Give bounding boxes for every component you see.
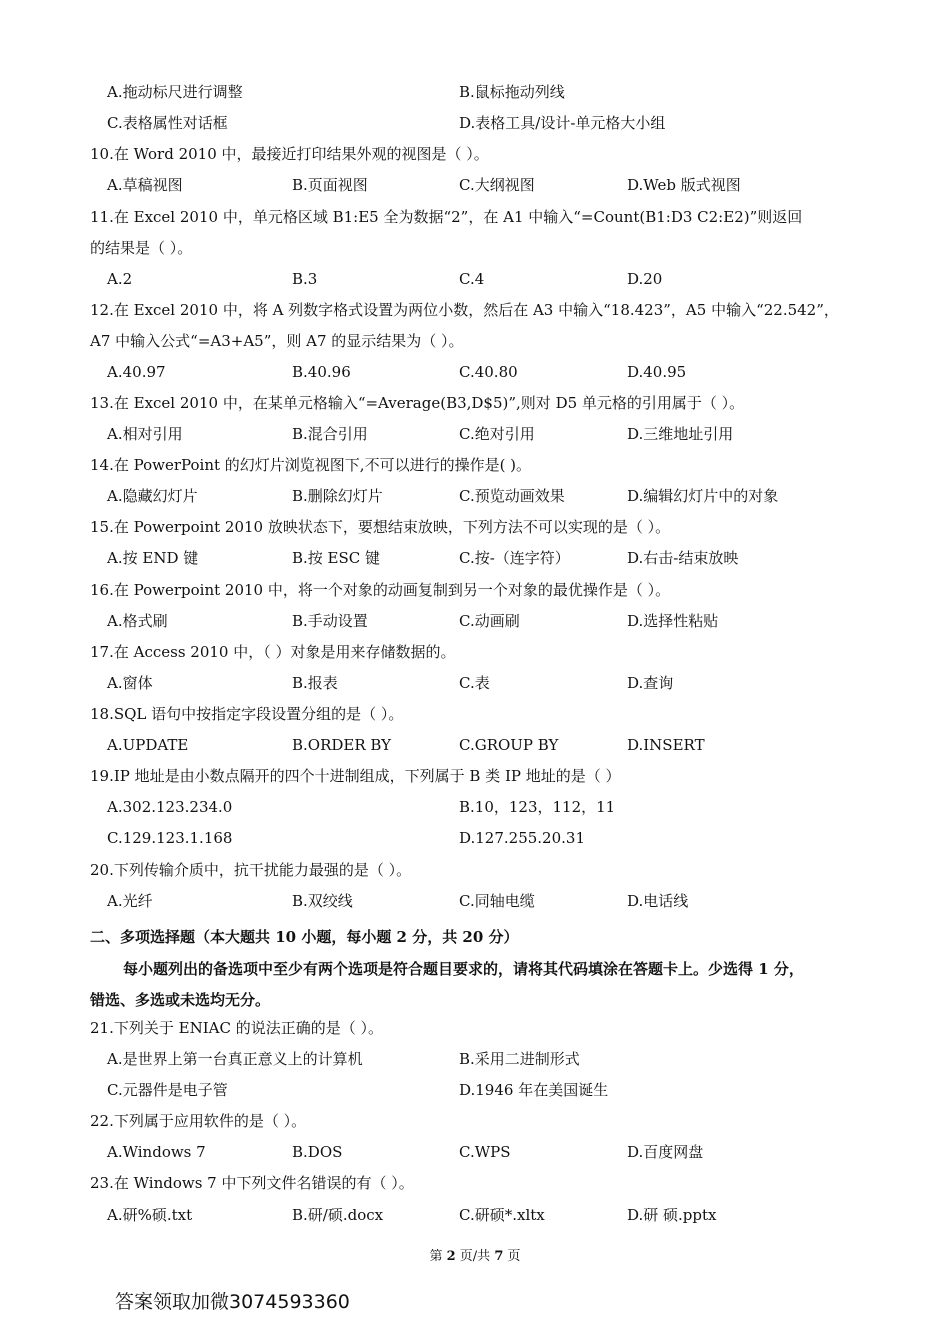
option-d: D.40.95: [627, 363, 687, 381]
option-a: A.相对引用: [107, 425, 183, 443]
option-a: A.光纤: [107, 892, 153, 910]
question-text: 12.在 Excel 2010 中，将 A 列数字格式设置为两位小数，然后在 A3 中输入“18.423”，A5 中输入“22.542”，: [90, 301, 839, 319]
option-c: C.4: [459, 270, 485, 288]
option-c: C.大纲视图: [459, 176, 535, 194]
question-text: 23.在 Windows 7 中下列文件名错误的有（ ）。: [90, 1174, 414, 1192]
option-b: B.按 ESC 键: [292, 549, 381, 567]
option-a: A.窗体: [107, 674, 153, 692]
option-d: D.编辑幻灯片中的对象: [627, 487, 779, 505]
option-d: D.电话线: [627, 892, 689, 910]
question-text: 11.在 Excel 2010 中，单元格区域 B1:E5 全为数据“2”，在 A1 中输入“=Count(B1:D3 C2:E2)”则返回: [90, 208, 803, 226]
option-c: C.研硕*.xltx: [459, 1206, 545, 1224]
option-a: A.草稿视图: [107, 176, 183, 194]
option-d: D.百度网盘: [627, 1143, 704, 1161]
option-right: D.1946 年在美国诞生: [459, 1081, 609, 1099]
option-b: B.3: [292, 270, 318, 288]
question-text: 20.下列传输介质中，抗干扰能力最强的是（ ）。: [90, 861, 412, 879]
option-left: A.302.123.234.0: [107, 798, 233, 816]
option-a: A.格式刷: [107, 612, 168, 630]
option-d: D.Web 版式视图: [627, 176, 741, 194]
option-right: B.鼠标拖动列线: [459, 83, 565, 101]
option-c: C.GROUP BY: [459, 736, 559, 754]
option-c: C.预览动画效果: [459, 487, 565, 505]
option-left: C.元器件是电子管: [107, 1081, 228, 1099]
page-footer: 第 2 页/共 7 页: [429, 1249, 521, 1264]
question-text: 13.在 Excel 2010 中，在某单元格输入“=Average(B3,D$5)”,则对 D5 单元格的引用属于（ ）。: [90, 394, 745, 412]
option-b: B.40.96: [292, 363, 351, 381]
option-d: D.右击-结束放映: [627, 549, 739, 567]
option-b: B.报表: [292, 674, 338, 692]
option-c: C.WPS: [459, 1143, 511, 1161]
option-left: C.表格属性对话框: [107, 114, 228, 132]
option-left: A.拖动标尺进行调整: [107, 83, 243, 101]
section-heading: 二、多项选择题（本大题共 10 小题，每小题 2 分，共 20 分）: [90, 928, 519, 946]
section-instructions: 错选、多选或未选均无分。: [90, 991, 271, 1009]
option-b: B.DOS: [292, 1143, 343, 1161]
question-text: 17.在 Access 2010 中，（ ）对象是用来存储数据的。: [90, 643, 456, 661]
question-text: A7 中输入公式“=A3+A5”，则 A7 的显示结果为（ ）。: [90, 332, 464, 350]
question-text: 16.在 Powerpoint 2010 中，将一个对象的动画复制到另一个对象的最优操作是（ ）。: [90, 581, 671, 599]
option-right: D.127.255.20.31: [459, 829, 585, 847]
option-c: C.绝对引用: [459, 425, 535, 443]
option-d: D.20: [627, 270, 663, 288]
question-text: 19.IP 地址是由小数点隔开的四个十进制组成，下列属于 B 类 IP 地址的是（ ）: [90, 767, 621, 785]
question-text: 15.在 Powerpoint 2010 放映状态下，要想结束放映，下列方法不可以实现的是（ ）。: [90, 518, 671, 536]
question-text: 的结果是（ ）。: [90, 239, 193, 257]
option-b: B.双绞线: [292, 892, 353, 910]
option-a: A.按 END 键: [107, 549, 199, 567]
option-b: B.ORDER BY: [292, 736, 392, 754]
option-right: B.10，123，112，11: [459, 798, 616, 816]
option-d: D.选择性粘贴: [627, 612, 719, 630]
option-b: B.页面视图: [292, 176, 368, 194]
option-b: B.混合引用: [292, 425, 368, 443]
option-c: C.动画刷: [459, 612, 520, 630]
option-c: C.按-（连字符）: [459, 549, 570, 567]
option-c: C.同轴电缆: [459, 892, 535, 910]
section-instructions: 每小题列出的备选项中至少有两个选项是符合题目要求的，请将其代码填涂在答题卡上。少选得 1 分，: [123, 960, 804, 978]
option-d: D.研 硕.pptx: [627, 1206, 717, 1224]
option-a: A.隐藏幻灯片: [107, 487, 198, 505]
option-a: A.40.97: [107, 363, 166, 381]
option-c: C.表: [459, 674, 490, 692]
option-b: B.研/硕.docx: [292, 1206, 384, 1224]
question-text: 10.在 Word 2010 中，最接近打印结果外观的视图是（ ）。: [90, 145, 489, 163]
question-text: 21.下列关于 ENIAC 的说法正确的是（ ）。: [90, 1019, 383, 1037]
option-a: A.UPDATE: [107, 736, 189, 754]
option-b: B.删除幻灯片: [292, 487, 383, 505]
option-c: C.40.80: [459, 363, 518, 381]
option-a: A.2: [107, 270, 133, 288]
question-text: 22.下列属于应用软件的是（ ）。: [90, 1112, 307, 1130]
option-right: B.采用二进制形式: [459, 1050, 580, 1068]
option-a: A.Windows 7: [107, 1143, 206, 1161]
option-d: D.查询: [627, 674, 674, 692]
question-text: 14.在 PowerPoint 的幻灯片浏览视图下,不可以进行的操作是( )。: [90, 456, 532, 474]
question-text: 18.SQL 语句中按指定字段设置分组的是（ ）。: [90, 705, 404, 723]
total-page-number: 7: [494, 1249, 504, 1264]
option-left: C.129.123.1.168: [107, 829, 233, 847]
option-a: A.研%硕.txt: [107, 1206, 193, 1224]
option-d: D.INSERT: [627, 736, 705, 754]
contact-watermark: 答案领取加微3074593360: [115, 1291, 350, 1313]
option-b: B.手动设置: [292, 612, 368, 630]
option-d: D.三维地址引用: [627, 425, 734, 443]
option-left: A.是世界上第一台真正意义上的计算机: [107, 1050, 363, 1068]
current-page-number: 2: [446, 1249, 456, 1264]
option-right: D.表格工具/设计-单元格大小组: [459, 114, 666, 132]
